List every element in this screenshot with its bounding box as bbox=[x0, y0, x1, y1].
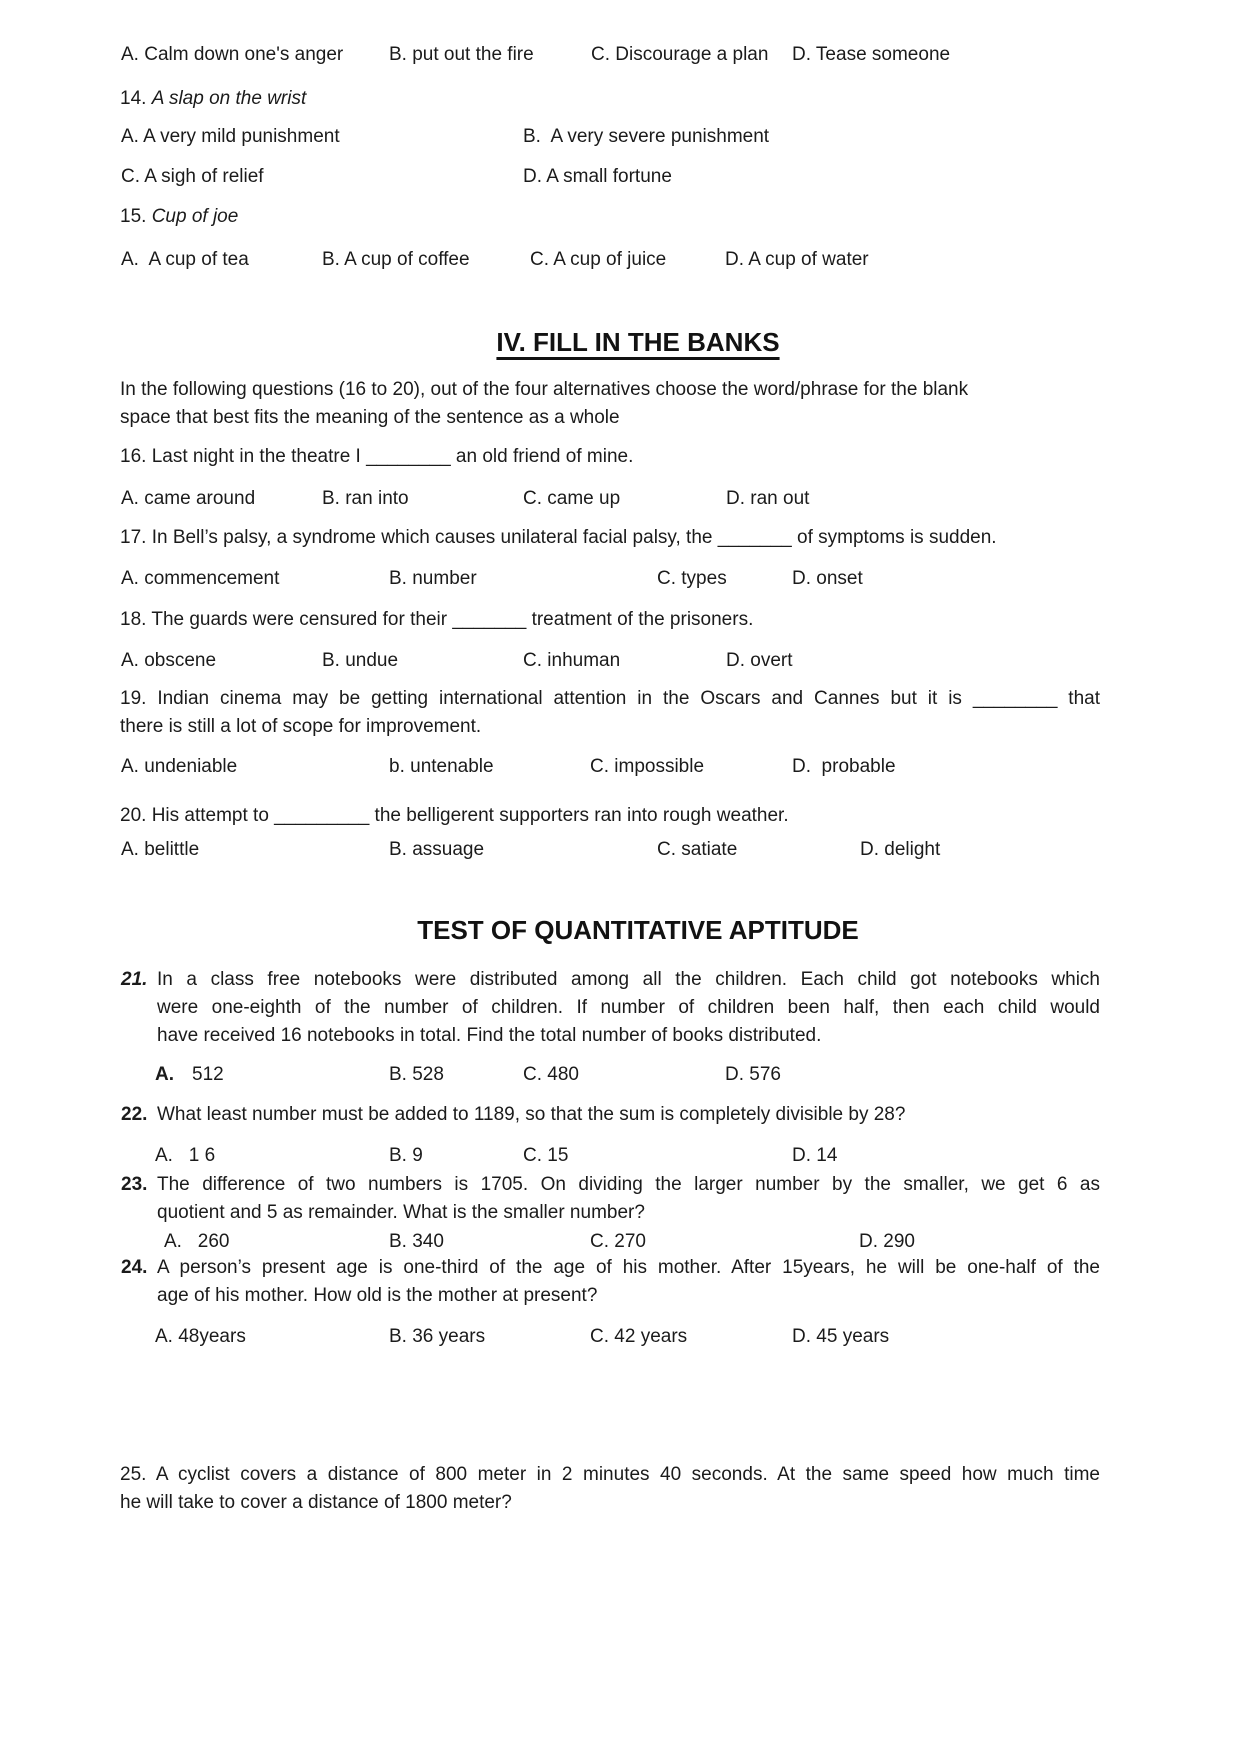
q16-text: 16. Last night in the theatre I ________ an old friend of mine. bbox=[120, 446, 634, 467]
q19-option-c: C. impossible bbox=[590, 756, 705, 777]
question-24 bbox=[120, 1254, 1100, 1310]
q15-option-b: B. A cup of coffee bbox=[322, 249, 470, 270]
q16-option-a: A. came around bbox=[121, 488, 256, 509]
q15-option-c: C. A cup of juice bbox=[530, 249, 667, 270]
question-15 bbox=[120, 203, 1100, 231]
q24-number: 24. bbox=[121, 1257, 148, 1278]
q15-option-a: A. A cup of tea bbox=[121, 249, 249, 270]
q19-option-b: b. untenable bbox=[389, 756, 494, 777]
q23-number: 23. bbox=[121, 1174, 148, 1195]
q18-text: 18. The guards were censured for their _______ treatment of the prisoners. bbox=[120, 609, 754, 630]
q14-option-c: C. A sigh of relief bbox=[121, 166, 264, 187]
q25-line1: 25. A cyclist covers a distance of 800 meter in 2 minutes 40 seconds. At the same speed how much time bbox=[120, 1464, 1100, 1485]
question-25 bbox=[120, 1461, 1100, 1517]
q13-option-a: A. Calm down one's anger bbox=[121, 44, 344, 65]
q14-number: 14. bbox=[120, 88, 147, 109]
q23-option-d: D. 290 bbox=[859, 1231, 915, 1252]
q20-options-row bbox=[120, 836, 1140, 864]
q22-text: What least number must be added to 1189, so that the sum is completely divisible by 28? bbox=[157, 1104, 906, 1125]
q25-line2: he will take to cover a distance of 1800 meter? bbox=[120, 1492, 512, 1513]
section-quant-heading-text: TEST OF QUANTITATIVE APTITUDE bbox=[417, 915, 859, 945]
q17-option-c: C. types bbox=[657, 568, 727, 589]
q23-option-a: A. 260 bbox=[164, 1231, 230, 1252]
q19-options-row bbox=[120, 753, 1140, 781]
q19-line2: there is still a lot of scope for improvement. bbox=[120, 716, 482, 737]
q24-option-d: D. 45 years bbox=[792, 1326, 890, 1347]
q24-options-row bbox=[120, 1323, 1140, 1351]
q17-options-row bbox=[120, 565, 1140, 593]
q18-option-b: B. undue bbox=[322, 650, 399, 671]
q18-option-d: D. overt bbox=[726, 650, 793, 671]
question-17 bbox=[120, 524, 1100, 552]
q22-option-c: C. 15 bbox=[523, 1145, 569, 1166]
q20-option-d: D. delight bbox=[860, 839, 941, 860]
q21-line3: have received 16 notebooks in total. Find the total number of books distributed. bbox=[157, 1025, 822, 1046]
q24-option-b: B. 36 years bbox=[389, 1326, 486, 1347]
question-19 bbox=[120, 685, 1100, 741]
q21-number: 21. bbox=[121, 969, 148, 990]
question-16 bbox=[120, 443, 1100, 471]
question-22 bbox=[120, 1101, 1100, 1129]
q19-option-d: D. probable bbox=[792, 756, 896, 777]
q13-option-b: B. put out the fire bbox=[389, 44, 534, 65]
q15-number: 15. bbox=[120, 206, 147, 227]
fill-intro-line2: space that best fits the meaning of the sentence as a whole bbox=[120, 407, 620, 428]
q15-phrase: Cup of joe bbox=[151, 206, 239, 227]
q17-option-a: A. commencement bbox=[121, 568, 280, 589]
fill-intro-line1: In the following questions (16 to 20), out of the four alternatives choose the word/phrase for the blank bbox=[120, 379, 969, 400]
q20-option-a: A. belittle bbox=[121, 839, 200, 860]
q23-line2: quotient and 5 as remainder. What is the smaller number? bbox=[157, 1202, 645, 1223]
q24-option-c: C. 42 years bbox=[590, 1326, 688, 1347]
q24-line2: age of his mother. How old is the mother at present? bbox=[157, 1285, 598, 1306]
q21-line1: In a class free notebooks were distributed among all the children. Each child got notebooks which bbox=[157, 969, 1100, 990]
q13-options-row bbox=[120, 41, 1140, 69]
q15-options-row bbox=[120, 246, 1140, 274]
q21-options-row bbox=[120, 1061, 1140, 1089]
q18-option-c: C. inhuman bbox=[523, 650, 621, 671]
q22-option-b: B. 9 bbox=[389, 1145, 423, 1166]
q23-options-row bbox=[120, 1228, 1140, 1256]
question-18 bbox=[120, 606, 1100, 634]
q20-option-c: C. satiate bbox=[657, 839, 738, 860]
q17-text: 17. In Bell’s palsy, a syndrome which causes unilateral facial palsy, the _______ of symptoms is sudden. bbox=[120, 527, 997, 548]
q21-option-d: D. 576 bbox=[725, 1064, 781, 1085]
q21-option-b: B. 528 bbox=[389, 1064, 444, 1085]
q19-line1: 19. Indian cinema may be getting international attention in the Oscars and Cannes but it is ________ that bbox=[120, 688, 1100, 709]
question-20 bbox=[120, 802, 1100, 830]
q23-option-c: C. 270 bbox=[590, 1231, 646, 1252]
question-23 bbox=[120, 1171, 1100, 1227]
q14-phrase: A slap on the wrist bbox=[151, 88, 307, 109]
q21-option-a-value: 512 bbox=[192, 1064, 224, 1085]
q20-option-b: B. assuage bbox=[389, 839, 485, 860]
q23-line1: The difference of two numbers is 1705. On dividing the larger number by the smaller, we get 6 as bbox=[157, 1174, 1100, 1195]
q14-options-row-cd bbox=[120, 163, 1140, 191]
q17-option-b: B. number bbox=[389, 568, 477, 589]
q24-option-a: A. 48years bbox=[155, 1326, 246, 1347]
q21-option-a-label: A. bbox=[155, 1064, 174, 1085]
q14-options-row-ab bbox=[120, 123, 1140, 151]
question-21 bbox=[120, 966, 1100, 1050]
q13-option-c: C. Discourage a plan bbox=[591, 44, 769, 65]
q18-options-row bbox=[120, 647, 1140, 675]
q20-text: 20. His attempt to _________ the belligerent supporters ran into rough weather. bbox=[120, 805, 789, 826]
q21-option-c: C. 480 bbox=[523, 1064, 579, 1085]
question-14 bbox=[120, 85, 1100, 113]
q21-line2: were one-eighth of the number of children. If number of children been half, then each child would bbox=[157, 997, 1100, 1018]
q16-option-b: B. ran into bbox=[322, 488, 409, 509]
q15-option-d: D. A cup of water bbox=[725, 249, 869, 270]
q22-option-a: A. 1 6 bbox=[155, 1145, 216, 1166]
q24-line1: A person’s present age is one-third of the age of his mother. After 15years, he will be one-half of the bbox=[157, 1257, 1100, 1278]
q22-options-row bbox=[120, 1142, 1140, 1170]
fill-intro bbox=[120, 376, 1100, 432]
q16-options-row bbox=[120, 485, 1140, 513]
q14-option-b: B. A very severe punishment bbox=[523, 126, 770, 147]
q22-option-d: D. 14 bbox=[792, 1145, 838, 1166]
q16-option-d: D. ran out bbox=[726, 488, 810, 509]
q22-number: 22. bbox=[121, 1104, 148, 1125]
section-fill-heading bbox=[148, 325, 1128, 359]
q13-option-d: D. Tease someone bbox=[792, 44, 951, 65]
q16-option-c: C. came up bbox=[523, 488, 621, 509]
q19-option-a: A. undeniable bbox=[121, 756, 238, 777]
section-quant-heading bbox=[148, 913, 1128, 947]
q14-option-d: D. A small fortune bbox=[523, 166, 672, 187]
q14-option-a: A. A very mild punishment bbox=[121, 126, 340, 147]
q18-option-a: A. obscene bbox=[121, 650, 217, 671]
q23-option-b: B. 340 bbox=[389, 1231, 444, 1252]
q17-option-d: D. onset bbox=[792, 568, 863, 589]
section-fill-heading-text: IV. FILL IN THE BANKS bbox=[496, 327, 780, 357]
